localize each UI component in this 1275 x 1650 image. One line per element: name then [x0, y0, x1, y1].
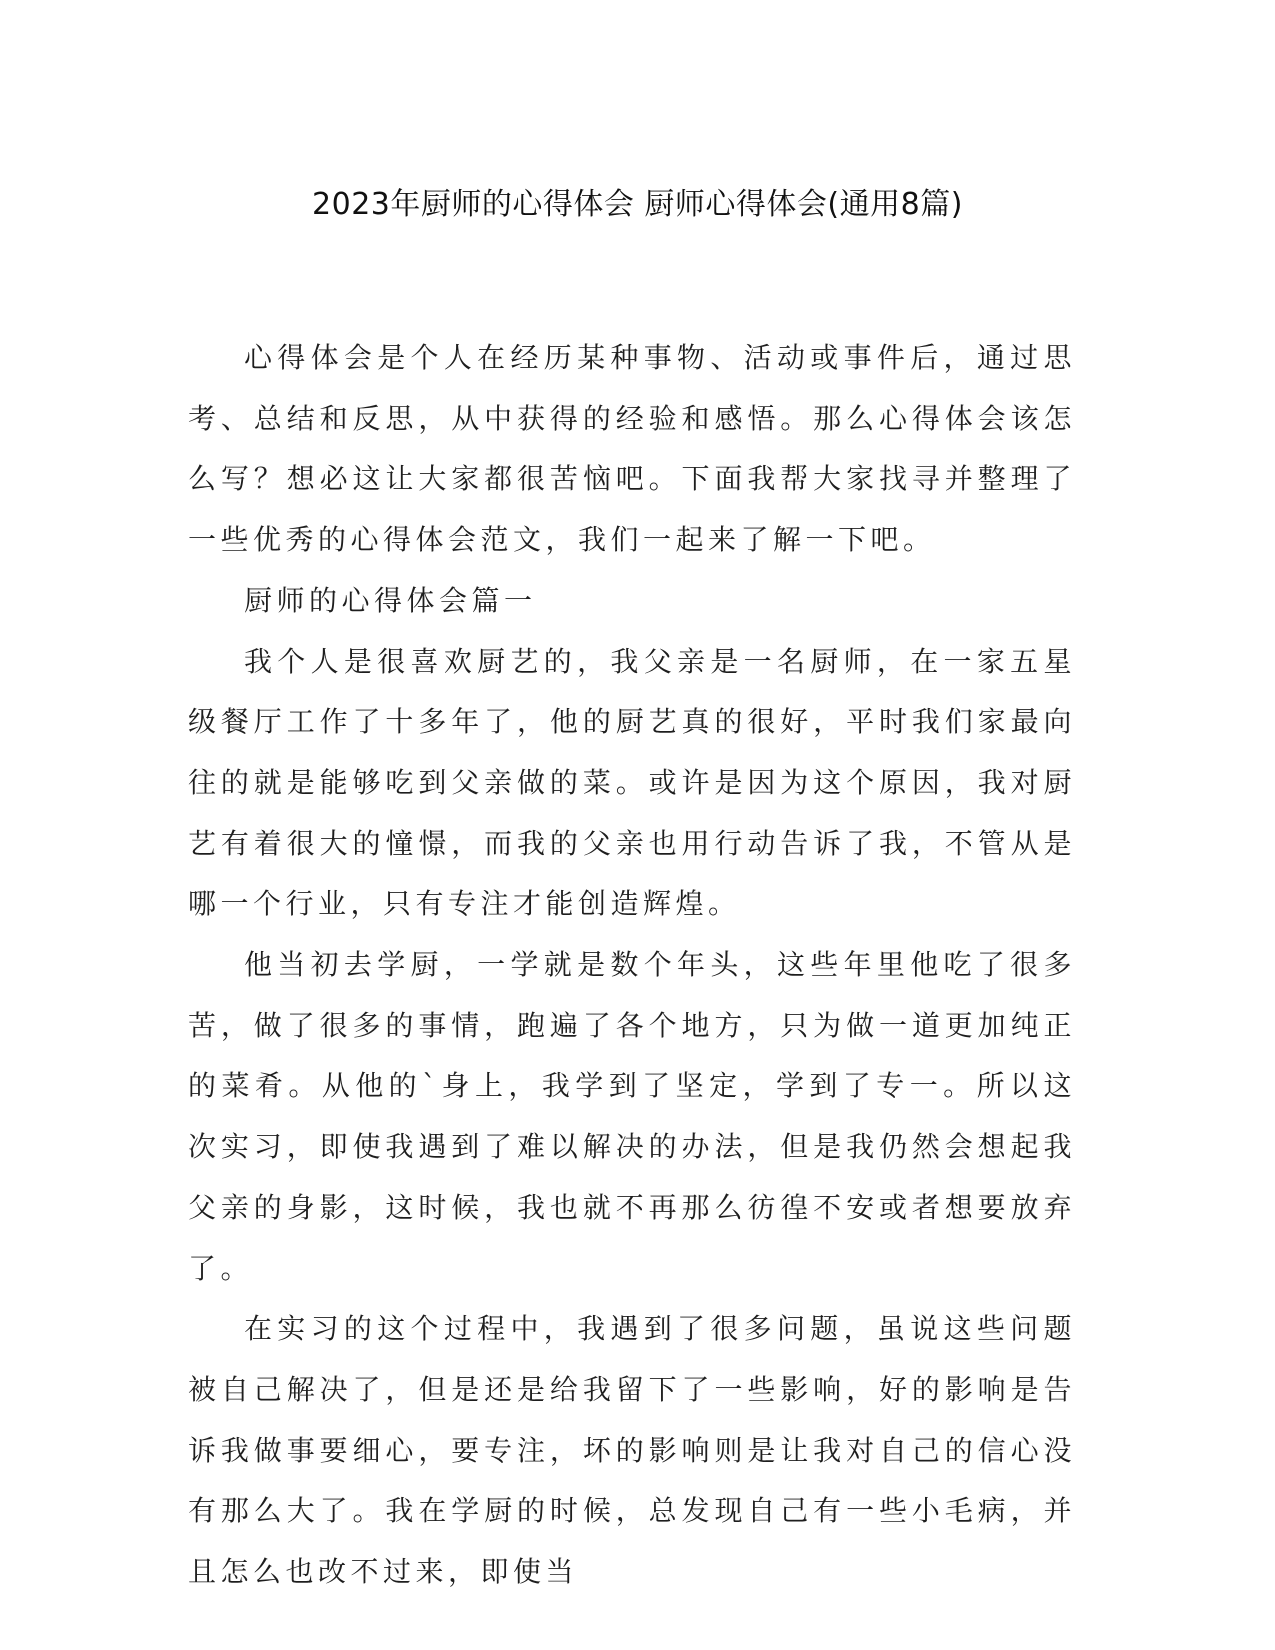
document-title: 2023年厨师的心得体会 厨师心得体会(通用8篇) — [312, 187, 963, 222]
document-body — [188, 328, 1076, 1603]
body-paragraph: 他当初去学厨，一学就是数个年头，这些年里他吃了很多苦，做了很多的事情，跑遍了各个地方，只为做一道更加纯正的菜肴。从他的`身上，我学到了坚定，学到了专一。所以这次实习，即使我遇到了难以解决的办法，但是我仍然会想起我父亲的身影，这时候，我也就不再那么彷徨不安或者想要放弃了。 — [188, 948, 1076, 1285]
body-paragraph: 在实习的这个过程中，我遇到了很多问题，虽说这些问题被自己解决了，但是还是给我留下了一些影响，好的影响是告诉我做事要细心，要专注，坏的影响则是让我对自己的信心没有那么大了。我在学厨的时候，总发现自己有一些小毛病，并且怎么也改不过来，即使当 — [188, 1312, 1076, 1589]
section-heading: 厨师的心得体会篇一 — [244, 583, 537, 617]
intro-paragraph: 心得体会是个人在经历某种事物、活动或事件后，通过思考、总结和反思，从中获得的经验和感悟。那么心得体会该怎么写？想必这让大家都很苦恼吧。下面我帮大家找寻并整理了一些优秀的心得体会范文，我们一起来了解一下吧。 — [188, 341, 1076, 557]
body-paragraph: 我个人是很喜欢厨艺的，我父亲是一名厨师，在一家五星级餐厅工作了十多年了，他的厨艺真的很好，平时我们家最向往的就是能够吃到父亲做的菜。或许是因为这个原因，我对厨艺有着很大的憧憬，而我的父亲也用行动告诉了我，不管从是哪一个行业，只有专注才能创造辉煌。 — [188, 644, 1076, 921]
